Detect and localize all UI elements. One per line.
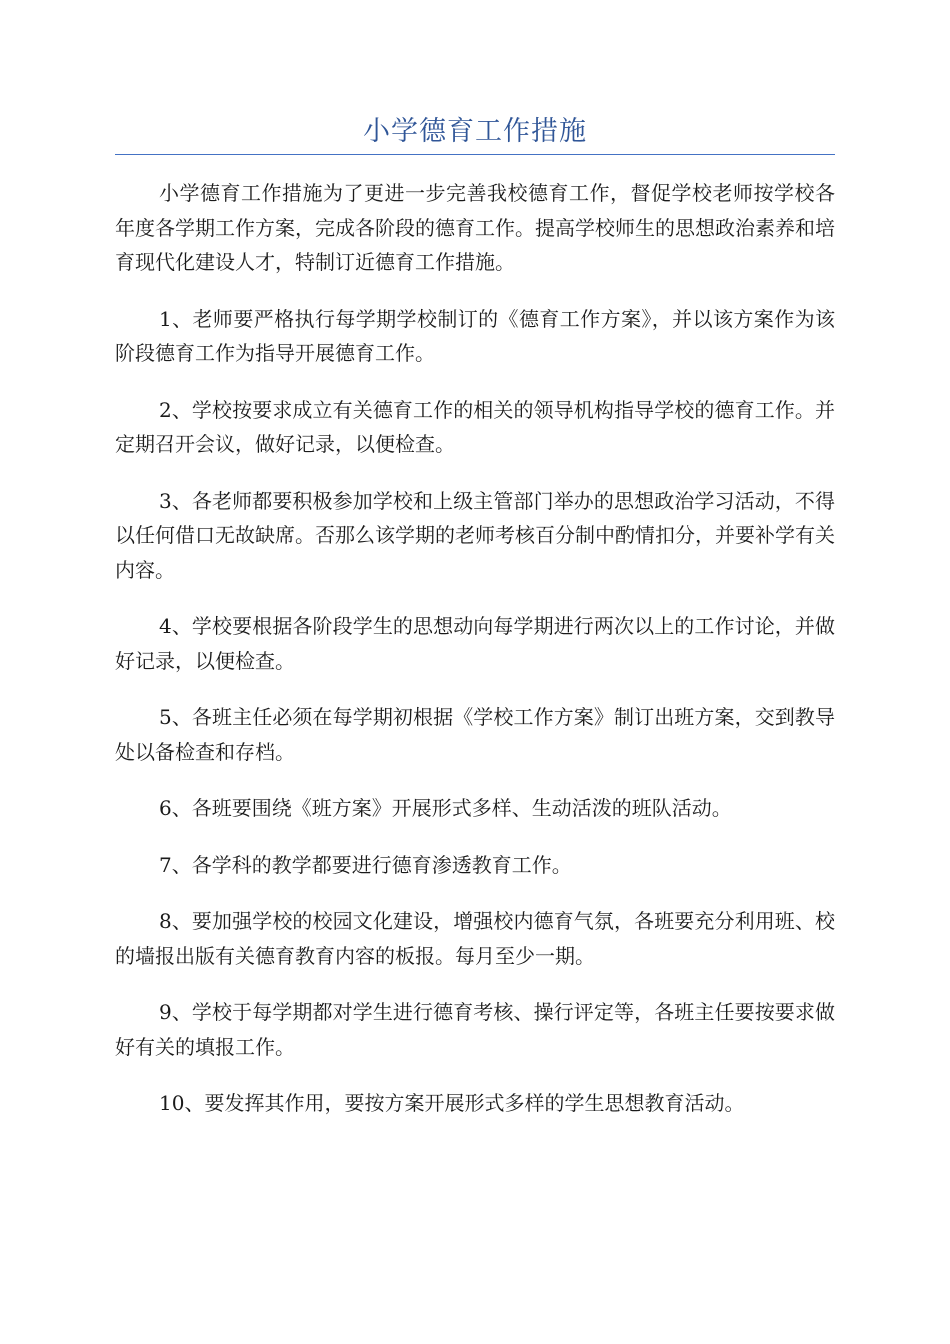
title-underline [115, 154, 835, 155]
list-item: 6、各班要围绕《班方案》开展形式多样、生动活泼的班队活动。 [159, 796, 732, 820]
list-item: 7、各学科的教学都要进行德育渗透教育工作。 [159, 852, 572, 877]
list-item: 8、要加强学校的校园文化建设，增强校内德育气氛，各班要充分利用班、校的墙报出版有关德育教育内容的板报。每月至少一期。 [115, 909, 835, 968]
document-body [115, 176, 835, 1143]
list-item: 5、各班主任必须在每学期初根据《学校工作方案》制订出班方案，交到教导处以备检查和存档。 [115, 705, 835, 764]
list-item: 9、学校于每学期都对学生进行德育考核、操行评定等，各班主任要按要求做好有关的填报工作。 [115, 1000, 835, 1059]
list-item: 3、各老师都要积极参加学校和上级主管部门举办的思想政治学习活动，不得以任何借口无故缺席。否那么该学期的老师考核百分制中酌情扣分，并要补学有关内容。 [115, 488, 835, 582]
list-item: 10、要发挥其作用，要按方案开展形式多样的学生思想教育活动。 [159, 1091, 745, 1115]
list-item: 2、学校按要求成立有关德育工作的相关的领导机构指导学校的德育工作。并定期召开会议，做好记录，以便检查。 [115, 397, 835, 456]
intro-paragraph: 小学德育工作措施为了更进一步完善我校德育工作，督促学校老师按学校各年度各学期工作方案，完成各阶段的德育工作。提高学校师生的思想政治素养和培育现代化建设人才，特制订近德育工作措施。 [115, 181, 835, 274]
document-title: 小学德育工作措施 [363, 116, 587, 147]
list-item: 4、学校要根据各阶段学生的思想动向每学期进行两次以上的工作讨论，并做好记录，以便检查。 [115, 614, 835, 673]
list-item: 1、老师要严格执行每学期学校制订的《德育工作方案》，并以该方案作为该阶段德育工作为指导开展德育工作。 [115, 306, 835, 365]
